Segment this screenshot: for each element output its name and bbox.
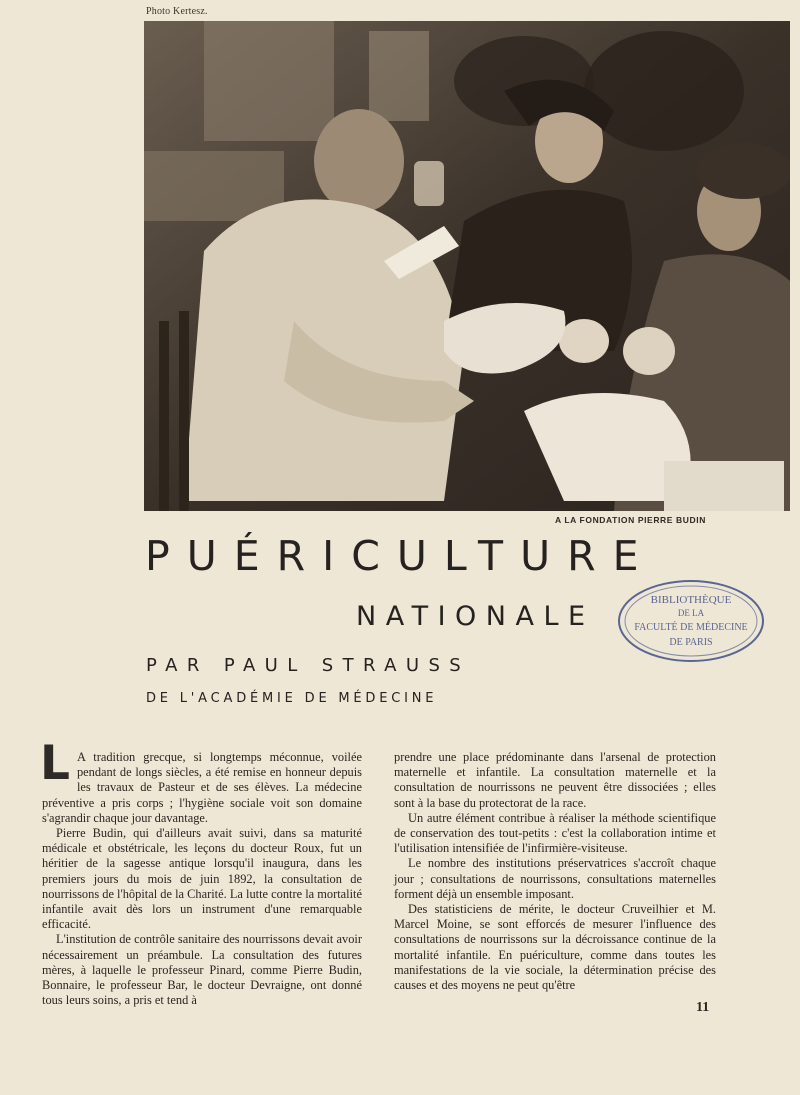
paragraph: Le nombre des institutions préservatrices s'accroît chaque jour ; consultations de nourrissons, consultations maternelles forment déjà un ensemble imposant.	[394, 856, 716, 901]
paragraph: prendre une place prédominante dans l'arsenal de protection maternelle et infantile. La consultation maternelle et la consultation de nourrissons ne peuvent être dissociées ; elles sont à la base du protectorat de la race.	[394, 750, 716, 810]
paragraph: Des statisticiens de mérite, le docteur Cruveilhier et M. Marcel Moine, se sont efforcés de mesurer l'influence des consultations de nourrissons sur la décroissance continue de la mortalité infantile. En puériculture, comme dans toutes les manifestations de la vie sociale, la détermination précise des causes et des moyens ne peut qu'être	[394, 902, 716, 993]
photo-credit: Photo Kertesz.	[146, 6, 208, 17]
photo-caption: A LA FONDATION PIERRE BUDIN	[555, 515, 706, 525]
paragraph: L'institution de contrôle sanitaire des nourrissons devait avoir nécessairement un préambule. La consultation des futures mères, à laquelle le professeur Pinard, comme Pierre Budin, Bonnaire, le professeur Bar, le docteur Devraigne, ont donné tous leurs soins, a pris et tend à	[42, 932, 362, 1008]
page-number: 11	[696, 1000, 710, 1015]
paragraph-text: A tradition grecque, si longtemps méconnue, voilée pendant de longs siècles, a été remise en honneur depuis les travaux de Pasteur et de ses élèves. La médecine préventive a pris corps ; l'hygiène sociale voit son domaine s'agrandir chaque jour davantage.	[42, 750, 362, 825]
article-column-left	[40, 736, 362, 1008]
article-title: PUÉRICULTURE	[145, 532, 656, 580]
paragraph: Un autre élément contribue à réaliser la méthode scientifique de conservation des tout-petits : c'est la collaboration intime et l'utilisation intensifiée de l'infirmière-visiteuse.	[394, 810, 716, 856]
paragraph	[40, 736, 362, 826]
library-stamp	[615, 576, 767, 671]
drop-cap: L	[40, 736, 70, 791]
photograph-icon	[144, 21, 790, 511]
article-photograph	[144, 21, 790, 511]
paragraph: Pierre Budin, qui d'ailleurs avait suivi, dans sa maturité médicale et obstétricale, les leçons du docteur Roux, fut un héritier de la sagesse antique lorsqu'il inaugura, dans les premiers jours du mois de juin 1892, la consultation de nourrissons de l'hôpital de la Charité. La lutte contre la mortalité infantile avait dès lors un instrument d'une remarquable efficacité.	[42, 826, 362, 932]
library-stamp-icon	[615, 576, 767, 666]
stamp-line-4: DE PARIS	[669, 637, 713, 648]
article-subtitle: NATIONALE	[356, 601, 595, 632]
stamp-line-2: DE LA	[677, 608, 705, 618]
article-column-right	[394, 750, 716, 993]
author-affiliation: DE L'ACADÉMIE DE MÉDECINE	[146, 691, 438, 706]
author-byline: PAR PAUL STRAUSS	[146, 655, 471, 676]
stamp-line-3: FACULTÉ DE MÉDECINE	[634, 622, 748, 633]
stamp-line-1: BIBLIOTHÈQUE	[650, 594, 732, 606]
